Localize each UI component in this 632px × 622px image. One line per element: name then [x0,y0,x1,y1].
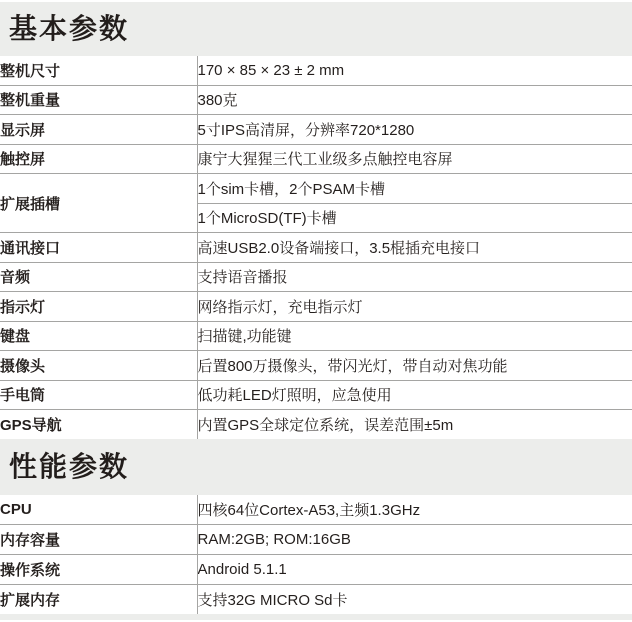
spec-value: 低功耗LED灯照明，应急使用 [197,380,632,410]
spec-value: 1个sim卡槽，2个PSAM卡槽 [197,174,632,204]
spec-value: 扫描键,功能键 [197,321,632,351]
spec-row [0,380,632,410]
spec-label: 键盘 [0,321,197,351]
spec-value: 支持语音播报 [197,262,632,292]
spec-label: 手电筒 [0,380,197,410]
spec-label: 整机尺寸 [0,56,197,85]
spec-row [0,584,632,614]
spec-label: 扩展插槽 [0,174,197,233]
spec-value: 高速USB2.0设备端接口，3.5棍插充电接口 [197,233,632,263]
spec-row [0,495,632,525]
spec-row [0,554,632,584]
spec-row [0,292,632,322]
spec-value: 380克 [197,85,632,115]
spec-value: 网络指示灯，充电指示灯 [197,292,632,322]
spec-row [0,144,632,174]
spec-value: 后置800万摄像头，带闪光灯，带自动对焦功能 [197,351,632,381]
spec-value: 四核64位Cortex-A53,主频1.3GHz [197,495,632,525]
spec-value: RAM:2GB; ROM:16GB [197,524,632,554]
spec-section [0,2,632,439]
spec-row [0,233,632,263]
spec-row [0,174,632,204]
spec-label: 触控屏 [0,144,197,174]
spec-value: 康宁大猩猩三代工业级多点触控电容屏 [197,144,632,174]
spec-value: 内置GPS全球定位系统，误差范围±5m [197,416,454,434]
spec-table [0,56,632,439]
spec-row [0,85,632,115]
section-title: 基本参数 [9,13,130,44]
section-title: 性能参数 [9,450,130,482]
spec-row [0,524,632,554]
next-section-band-edge [0,614,632,620]
spec-value: 5寸IPS高清屏，分辨率720*1280 [197,115,632,145]
spec-row [0,410,632,439]
spec-table-body [0,56,632,439]
spec-label: 扩展内存 [0,584,197,614]
section-header-band [0,2,632,56]
spec-row [0,115,632,145]
spec-table [0,495,632,614]
spec-label: 通讯接口 [0,233,197,263]
spec-value: Android 5.1.1 [197,554,632,584]
spec-label: 音频 [0,262,197,292]
spec-row [0,56,632,85]
spec-value: 170 × 85 × 23 ± 2 mm [197,56,632,85]
spec-row [0,321,632,351]
spec-label: 操作系统 [0,554,197,584]
spec-value: 1个MicroSD(TF)卡槽 [197,203,632,233]
section-header-band [0,439,632,495]
spec-value: 支持32G MICRO Sd卡 [197,591,348,609]
spec-label: 摄像头 [0,351,197,381]
spec-label: 指示灯 [0,292,197,322]
spec-section [0,439,632,614]
spec-label: 显示屏 [0,115,197,145]
spec-label: 整机重量 [0,85,197,115]
spec-label: GPS导航 [0,410,197,439]
spec-label: CPU [0,495,197,525]
spec-label: 内存容量 [0,524,197,554]
spec-row [0,351,632,381]
spec-row [0,262,632,292]
spec-table-body [0,495,632,614]
